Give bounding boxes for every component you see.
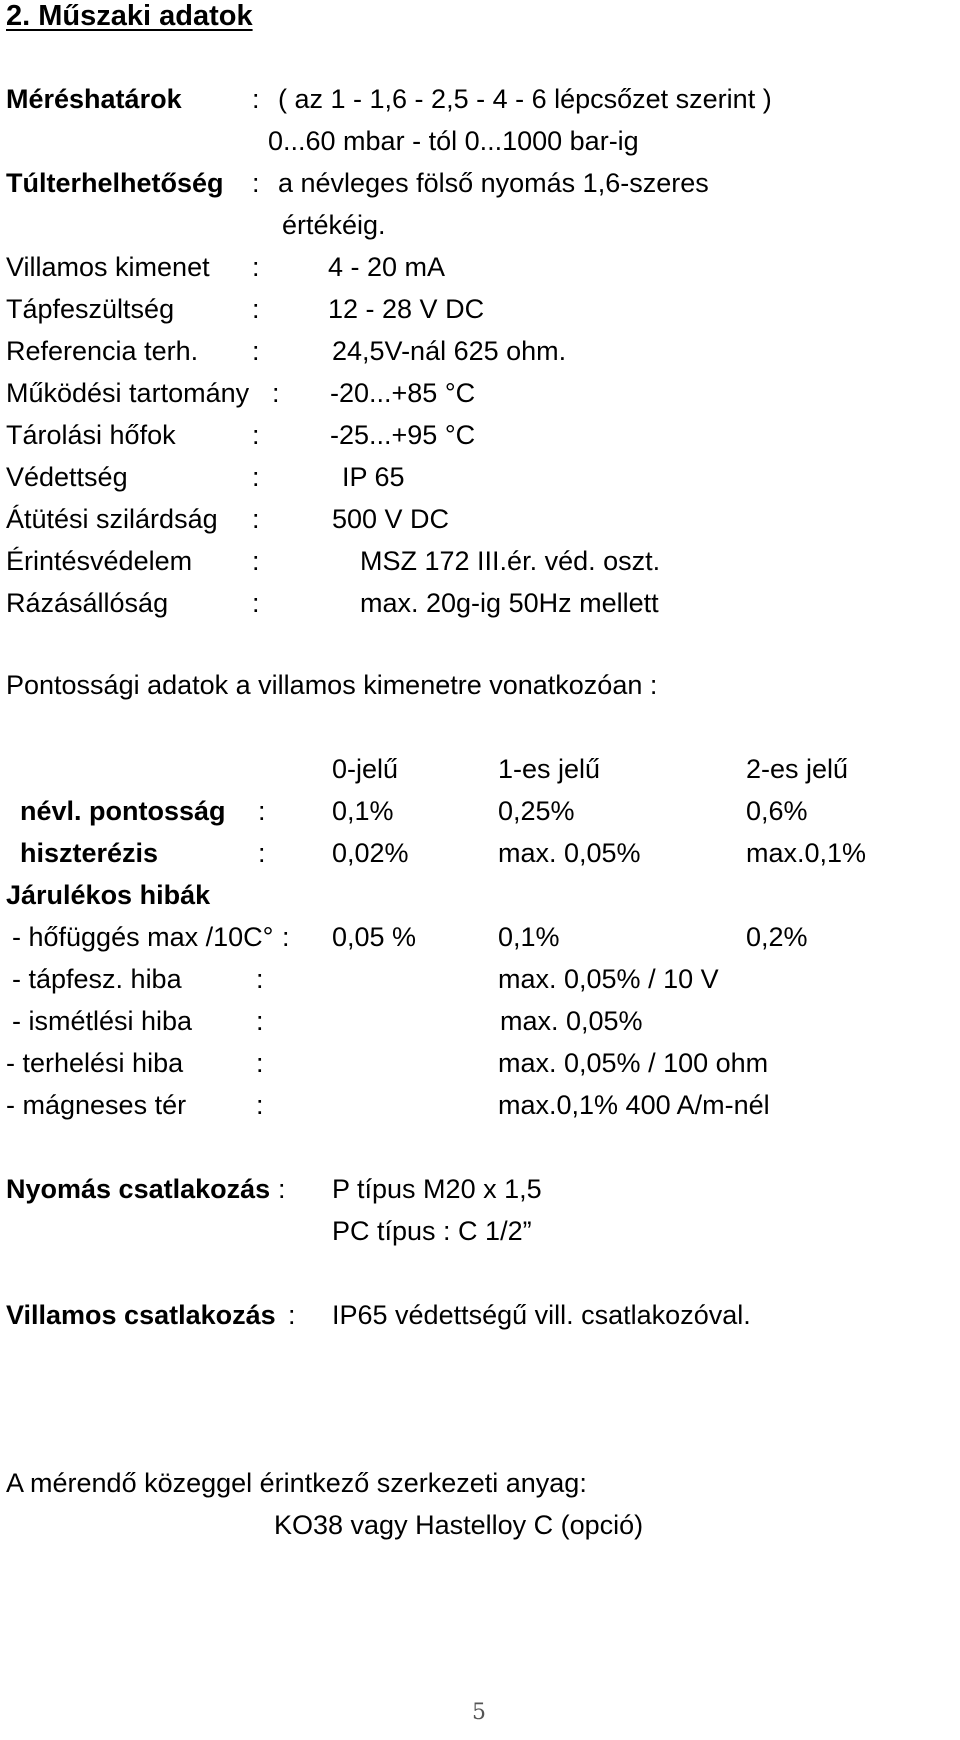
error-row-label: - ismétlési hiba	[12, 1006, 193, 1036]
spec-label-operating-range: Működési tartomány	[6, 378, 250, 408]
pressure-connection-value: P típus M20 x 1,5	[332, 1174, 542, 1204]
spec-label-storage-temp: Tárolási hőfok	[6, 420, 176, 450]
spec-colon: :	[252, 294, 260, 324]
error-row-label: - terhelési hiba	[6, 1048, 184, 1078]
spec-colon: :	[252, 462, 260, 492]
error-value: max.0,1% 400 A/m-nél	[498, 1090, 770, 1120]
spec-value-storage-temp: -25...+95 °C	[330, 420, 476, 450]
spec-label-reference-load: Referencia terh.	[6, 336, 199, 366]
spec-value-dielectric-strength: 500 V DC	[332, 504, 450, 534]
spec-colon: :	[252, 252, 260, 282]
spec-value-overload: a névleges fölső nyomás 1,6-szeres	[278, 168, 709, 198]
row-colon: :	[282, 922, 290, 952]
row-colon: :	[256, 1006, 264, 1036]
spec-colon: :	[252, 546, 260, 576]
spec-value-electrical-output: 4 - 20 mA	[328, 252, 446, 282]
page-number: 5	[472, 1700, 486, 1725]
error-value: max. 0,05%	[500, 1006, 643, 1036]
spec-label-vibration: Rázásállóság	[6, 588, 169, 618]
accuracy-value: max. 0,05%	[498, 838, 641, 868]
spec-value-supply-voltage: 12 - 28 V DC	[328, 294, 485, 324]
spec-value-reference-load: 24,5V-nál 625 ohm.	[332, 336, 567, 366]
spec-colon: :	[272, 378, 280, 408]
spec-label-shock-protection: Érintésvédelem	[6, 546, 193, 576]
spec-label-measuring-range: Méréshatárok	[6, 84, 182, 114]
spec-colon: :	[252, 336, 260, 366]
error-row-label: - hőfüggés max /10C°	[12, 922, 274, 952]
spec-colon: :	[252, 588, 260, 618]
spec-value-shock-protection: MSZ 172 III.ér. véd. oszt.	[360, 546, 661, 576]
row-colon: :	[256, 964, 264, 994]
row-colon: :	[288, 1300, 296, 1330]
accuracy-row-label: névl. pontosság	[20, 796, 226, 826]
spec-colon: :	[252, 168, 260, 198]
pressure-connection-value: PC típus : C 1/2”	[332, 1216, 532, 1246]
spec-colon: :	[252, 420, 260, 450]
spec-colon: :	[252, 84, 260, 114]
row-colon: :	[278, 1174, 286, 1204]
error-value: 0,1%	[498, 922, 560, 952]
error-row-label: - mágneses tér	[6, 1090, 187, 1120]
row-colon: :	[258, 796, 266, 826]
column-header: 1-es jelű	[498, 754, 601, 784]
column-header: 2-es jelű	[746, 754, 849, 784]
error-value: max. 0,05% / 100 ohm	[498, 1048, 769, 1078]
spec-value-measuring-range-cont: 0...60 mbar - tól 0...1000 bar-ig	[268, 126, 639, 156]
accuracy-value: max.0,1%	[746, 838, 867, 868]
spec-label-electrical-output: Villamos kimenet	[6, 252, 210, 282]
spec-value-vibration: max. 20g-ig 50Hz mellett	[360, 588, 659, 618]
spec-label-supply-voltage: Tápfeszültség	[6, 294, 175, 324]
spec-label-overload: Túlterhelhetőség	[6, 168, 224, 198]
row-colon: :	[258, 838, 266, 868]
spec-value-measuring-range: ( az 1 - 1,6 - 2,5 - 4 - 6 lépcsőzet szerint )	[278, 84, 772, 114]
spec-value-protection: IP 65	[342, 462, 405, 492]
accuracy-row-label: hiszterézis	[20, 838, 159, 868]
spec-value-overload-cont: értékéig.	[282, 210, 386, 240]
accuracy-value: 0,6%	[746, 796, 808, 826]
row-colon: :	[256, 1048, 264, 1078]
page-title: 2. Műszaki adatok	[6, 0, 253, 32]
electric-connection-value: IP65 védettségű vill. csatlakozóval.	[332, 1300, 751, 1330]
accuracy-value: 0,25%	[498, 796, 575, 826]
pressure-connection-label: Nyomás csatlakozás	[6, 1174, 271, 1204]
spec-colon: :	[252, 504, 260, 534]
column-header: 0-jelű	[332, 754, 399, 784]
material-value: KO38 vagy Hastelloy C (opció)	[274, 1510, 644, 1540]
error-value: 0,05 %	[332, 922, 417, 952]
row-colon: :	[256, 1090, 264, 1120]
material-heading: A mérendő közeggel érintkező szerkezeti anyag:	[6, 1468, 587, 1498]
errors-heading: Járulékos hibák	[6, 880, 211, 910]
spec-label-protection: Védettség	[6, 462, 128, 492]
spec-label-dielectric-strength: Átütési szilárdság	[6, 504, 218, 534]
accuracy-value: 0,1%	[332, 796, 394, 826]
accuracy-value: 0,02%	[332, 838, 409, 868]
error-value: max. 0,05% / 10 V	[498, 964, 719, 994]
spec-value-operating-range: -20...+85 °C	[330, 378, 476, 408]
electric-connection-label: Villamos csatlakozás	[6, 1300, 276, 1330]
error-row-label: - tápfesz. hiba	[12, 964, 182, 994]
accuracy-heading: Pontossági adatok a villamos kimenetre vonatkozóan :	[6, 670, 658, 700]
error-value: 0,2%	[746, 922, 808, 952]
